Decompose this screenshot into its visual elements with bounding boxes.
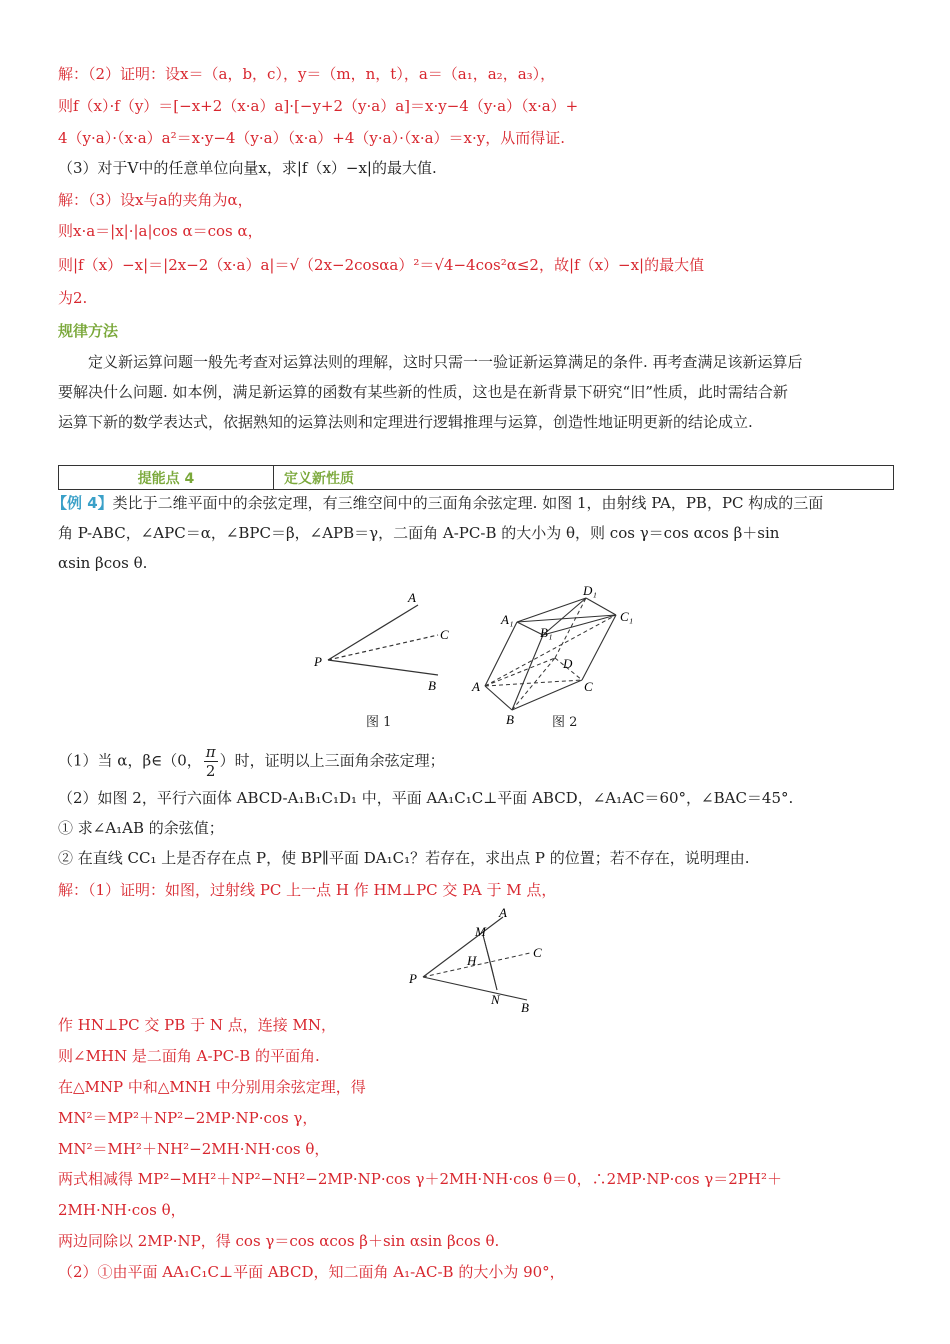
solution-1-line-7: 两式相减得 MP²−MH²＋NP²−NH²−2MP·NP·cos γ＋2MH·NH·cos θ＝0，∴2MP·NP·cos γ＝2PH²＋	[58, 1170, 782, 1188]
fig2-label-d: D	[563, 656, 573, 671]
fig1-ray-pa	[328, 605, 418, 660]
solution-1-line-6: MN²＝MH²＋NH²−2MH·NH·cos θ，	[58, 1140, 330, 1158]
fig3-label-n: N	[491, 992, 500, 1007]
fig3-label-a: A	[499, 905, 507, 920]
solution-1-line-9: 两边同除以 2MP·NP，得 cos γ＝cos αcos β＋sin αsin βcos θ.	[58, 1232, 500, 1250]
solution-2-line-1: （2）①由平面 AA₁C₁C⊥平面 ABCD，知二面角 A₁-AC-B 的大小为 90°，	[58, 1263, 565, 1281]
fraction-numerator: π	[205, 743, 216, 761]
method-paragraph	[58, 347, 894, 437]
question-1-part-a: （1）当 α，β∈（0，	[58, 751, 202, 770]
method-line-2: 要解决什么问题. 如本例，满足新运算的函数有某些新的性质，这也是在新背景下研究“旧”性质，此时需结合新	[58, 383, 788, 401]
key-point-table	[58, 465, 894, 490]
fig2-label-c1: C₁	[620, 609, 634, 624]
key-point-label: 提能点 4	[59, 466, 274, 490]
fig1-ray-pc	[328, 635, 438, 660]
fig2-label-a1: A₁	[501, 612, 514, 627]
fig1-label-c: C	[440, 627, 449, 642]
fig3-label-m: M	[475, 924, 486, 939]
method-line-3: 运算下新的数学表达式，依据熟知的运算法则和定理进行逻辑推理与运算，创造性地证明更新的结论成立.	[58, 413, 753, 431]
fig3-label-p: P	[409, 971, 417, 986]
fig1-label-p: P	[314, 654, 322, 669]
question-3: （3）对于V中的任意单位向量x，求|f（x）−x|的最大值.	[58, 159, 437, 177]
fig2-label-d1: D₁	[583, 583, 597, 598]
key-point-title: 定义新性质	[274, 466, 894, 490]
method-heading: 规律方法	[58, 322, 119, 340]
fig1-label-a: A	[408, 590, 416, 605]
solution-line-6: 则x·a＝|x|·|a|cos α＝cos α，	[58, 222, 263, 240]
example-line-2: 角 P-ABC，∠APC＝α，∠BPC＝β，∠APB＝γ，二面角 A-PC-B 的大小为 θ，则 cos γ＝cos αcos β＋sin	[58, 524, 780, 542]
solution-line-7: 则|f（x）−x|＝|2x−2（x·a）a|＝√（2x−2cosαa）²＝√4−4cos²α≤2，故|f（x）−x|的最大值	[58, 256, 705, 274]
solution-line-3: 4（y·a）·（x·a）a²＝x·y−4（y·a）（x·a）+4（y·a）·（x·a）＝x·y，从而得证.	[58, 129, 565, 147]
method-line-1: 定义新运算问题一般先考查对运算法则的理解，这时只需一一验证新运算满足的条件. 再考查满足该新运算后	[88, 353, 803, 371]
solution-line-2: 则f（x）·f（y）＝[−x+2（x·a）a]·[−y+2（y·a）a]＝x·y−4（y·a）（x·a）+	[58, 97, 579, 115]
fig3-label-b: B	[521, 1000, 529, 1015]
fig2-label-b1: B₁	[540, 625, 553, 640]
question-1-part-b: ）时，证明以上三面角余弦定理；	[219, 751, 445, 770]
solution-1-line-4: 在△MNP 中和△MNH 中分别用余弦定理，得	[58, 1078, 366, 1096]
question-2-part-1: ① 求∠A₁AB 的余弦值；	[58, 819, 224, 837]
fig3-segment-mn	[483, 935, 497, 990]
fig2-label-c: C	[584, 679, 593, 694]
example-line-1	[52, 493, 823, 513]
solution-1-line-2: 作 HN⊥PC 交 PB 于 N 点，连接 MN，	[58, 1016, 336, 1034]
solution-1-line-8: 2MH·NH·cos θ，	[58, 1201, 186, 1219]
fig3-label-c: C	[533, 945, 542, 960]
fraction-pi-over-2	[204, 743, 218, 780]
example-tag: 【例 4】	[52, 494, 113, 512]
question-2-part-2: ② 在直线 CC₁ 上是否存在点 P，使 BP∥平面 DA₁C₁？若存在，求出点 P 的位置；若不存在，说明理由.	[58, 849, 750, 867]
figure-3	[395, 905, 555, 1015]
example-line-3: αsin βcos θ.	[58, 554, 148, 572]
question-2: （2）如图 2，平行六面体 ABCD-A₁B₁C₁D₁ 中，平面 AA₁C₁C⊥平面 ABCD，∠A₁AC＝60°，∠BAC＝45°.	[58, 789, 794, 807]
solution-line-5: 解：（3）设x与a的夹角为α，	[58, 191, 253, 209]
question-1	[58, 743, 445, 780]
figures-1-2	[300, 580, 660, 730]
fig3-label-h: H	[467, 953, 477, 968]
fig1-ray-pb	[328, 660, 438, 675]
fig2-label-b: B	[506, 712, 514, 727]
solution-1-line-5: MN²＝MP²＋NP²−2MP·NP·cos γ，	[58, 1109, 318, 1127]
solution-line-1: 解：（2）证明：设x＝（a，b，c），y＝（m，n，t），a＝（a₁，a₂，a₃），	[58, 65, 556, 83]
figure-2-caption: 图 2	[552, 715, 578, 730]
solution-line-8: 为2.	[58, 289, 88, 307]
fig1-label-b: B	[428, 678, 436, 693]
fig2-label-a: A	[472, 679, 480, 694]
example-text-1: 类比于二维平面中的余弦定理，有三维空间中的三面角余弦定理. 如图 1，由射线 PA，PB，PC 构成的三面	[112, 494, 824, 512]
fig3-ray-pb	[423, 977, 527, 1000]
solution-1-line-1: 解：（1）证明：如图，过射线 PC 上一点 H 作 HM⊥PC 交 PA 于 M 点，	[58, 881, 557, 899]
figure-1-caption: 图 1	[366, 715, 392, 730]
solution-1-line-3: 则∠MHN 是二面角 A-PC-B 的平面角.	[58, 1047, 320, 1065]
fraction-denominator: 2	[205, 762, 216, 780]
